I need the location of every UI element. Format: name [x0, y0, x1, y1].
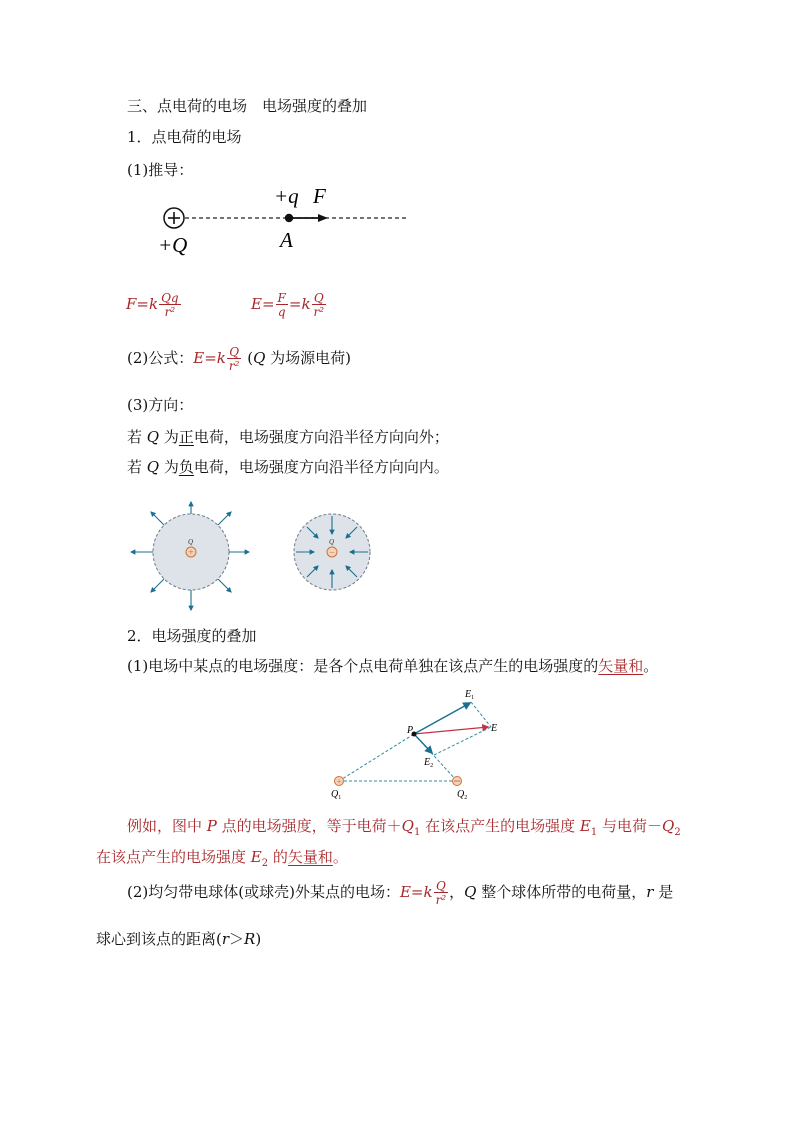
direction-positive: 若 Q 为正电荷，电场强度方向沿半径方向向外； [127, 428, 449, 446]
formula-expression: E=k $\frac{Q}{\text{r²}}$ [193, 345, 240, 373]
direction-label: (3)方向： [127, 396, 194, 414]
svg-text:+: + [336, 776, 342, 787]
example-line-1: 例如，图中 P 点的电场强度，等于电荷$+Q_1$ 在该点产生的电场强度 $E_1$ 与电荷$-Q_2$ [127, 817, 681, 838]
dashed-construction-lines [339, 702, 491, 781]
sphere-field-line-1: (2)均匀带电球体(或球壳)外某点的电场：E=k $\frac{Q}{\text{r²}}$ ，Q 整个球体所带的电荷量，r 是 [127, 879, 674, 907]
svg-text:+: + [188, 547, 194, 559]
vector-e2 [414, 734, 432, 753]
source-charge-label: +Q [158, 233, 188, 257]
label-q1: $Q_1$ [331, 789, 342, 801]
charged-spheres-diagram [125, 500, 385, 615]
formula-line: (2)公式：E=k $\frac{Q}{\text{r²}}$ (Q 为场源电荷) [127, 345, 351, 373]
example-line-2: 在该点产生的电场强度 $E_2$ 的矢量和。 [96, 848, 348, 869]
equation-force: F=k $\frac{Qq}{\text{r²}}$ [126, 291, 179, 319]
force-label: F [313, 184, 326, 208]
label-e2: $E_2$ [424, 757, 434, 769]
subsection-2-heading: 2．电场强度的叠加 [127, 627, 257, 645]
svg-text:−: − [329, 547, 335, 559]
point-charge-diagram [150, 180, 415, 260]
positive-q-label: Q [188, 538, 194, 546]
negative-q-label: Q [329, 538, 335, 546]
superposition-diagram [325, 685, 515, 805]
label-p: P [407, 725, 414, 736]
point-a-label: A [280, 228, 293, 252]
label-e1: $E_1$ [465, 689, 475, 701]
subsection-1-heading: 1．点电荷的电场 [127, 128, 242, 146]
sphere-field-line-2: 球心到该点的距离(r＞R) [96, 930, 262, 948]
section-title: 三、点电荷的电场 电场强度的叠加 [127, 97, 368, 115]
superposition-definition: (1)电场中某点的电场强度：是各个点电荷单独在该点产生的电场强度的矢量和。 [127, 657, 659, 675]
equation-field: E= $\frac{F}{q}$ =k $\frac{Q}{\text{r²}}$ [251, 291, 325, 319]
label-e: E [491, 723, 498, 734]
label-q2: $Q_2$ [457, 789, 468, 801]
test-charge-label: +q [274, 184, 299, 208]
direction-negative: 若 Q 为负电荷，电场强度方向沿半径方向向内。 [127, 458, 449, 476]
derive-label: (1)推导： [127, 161, 194, 179]
